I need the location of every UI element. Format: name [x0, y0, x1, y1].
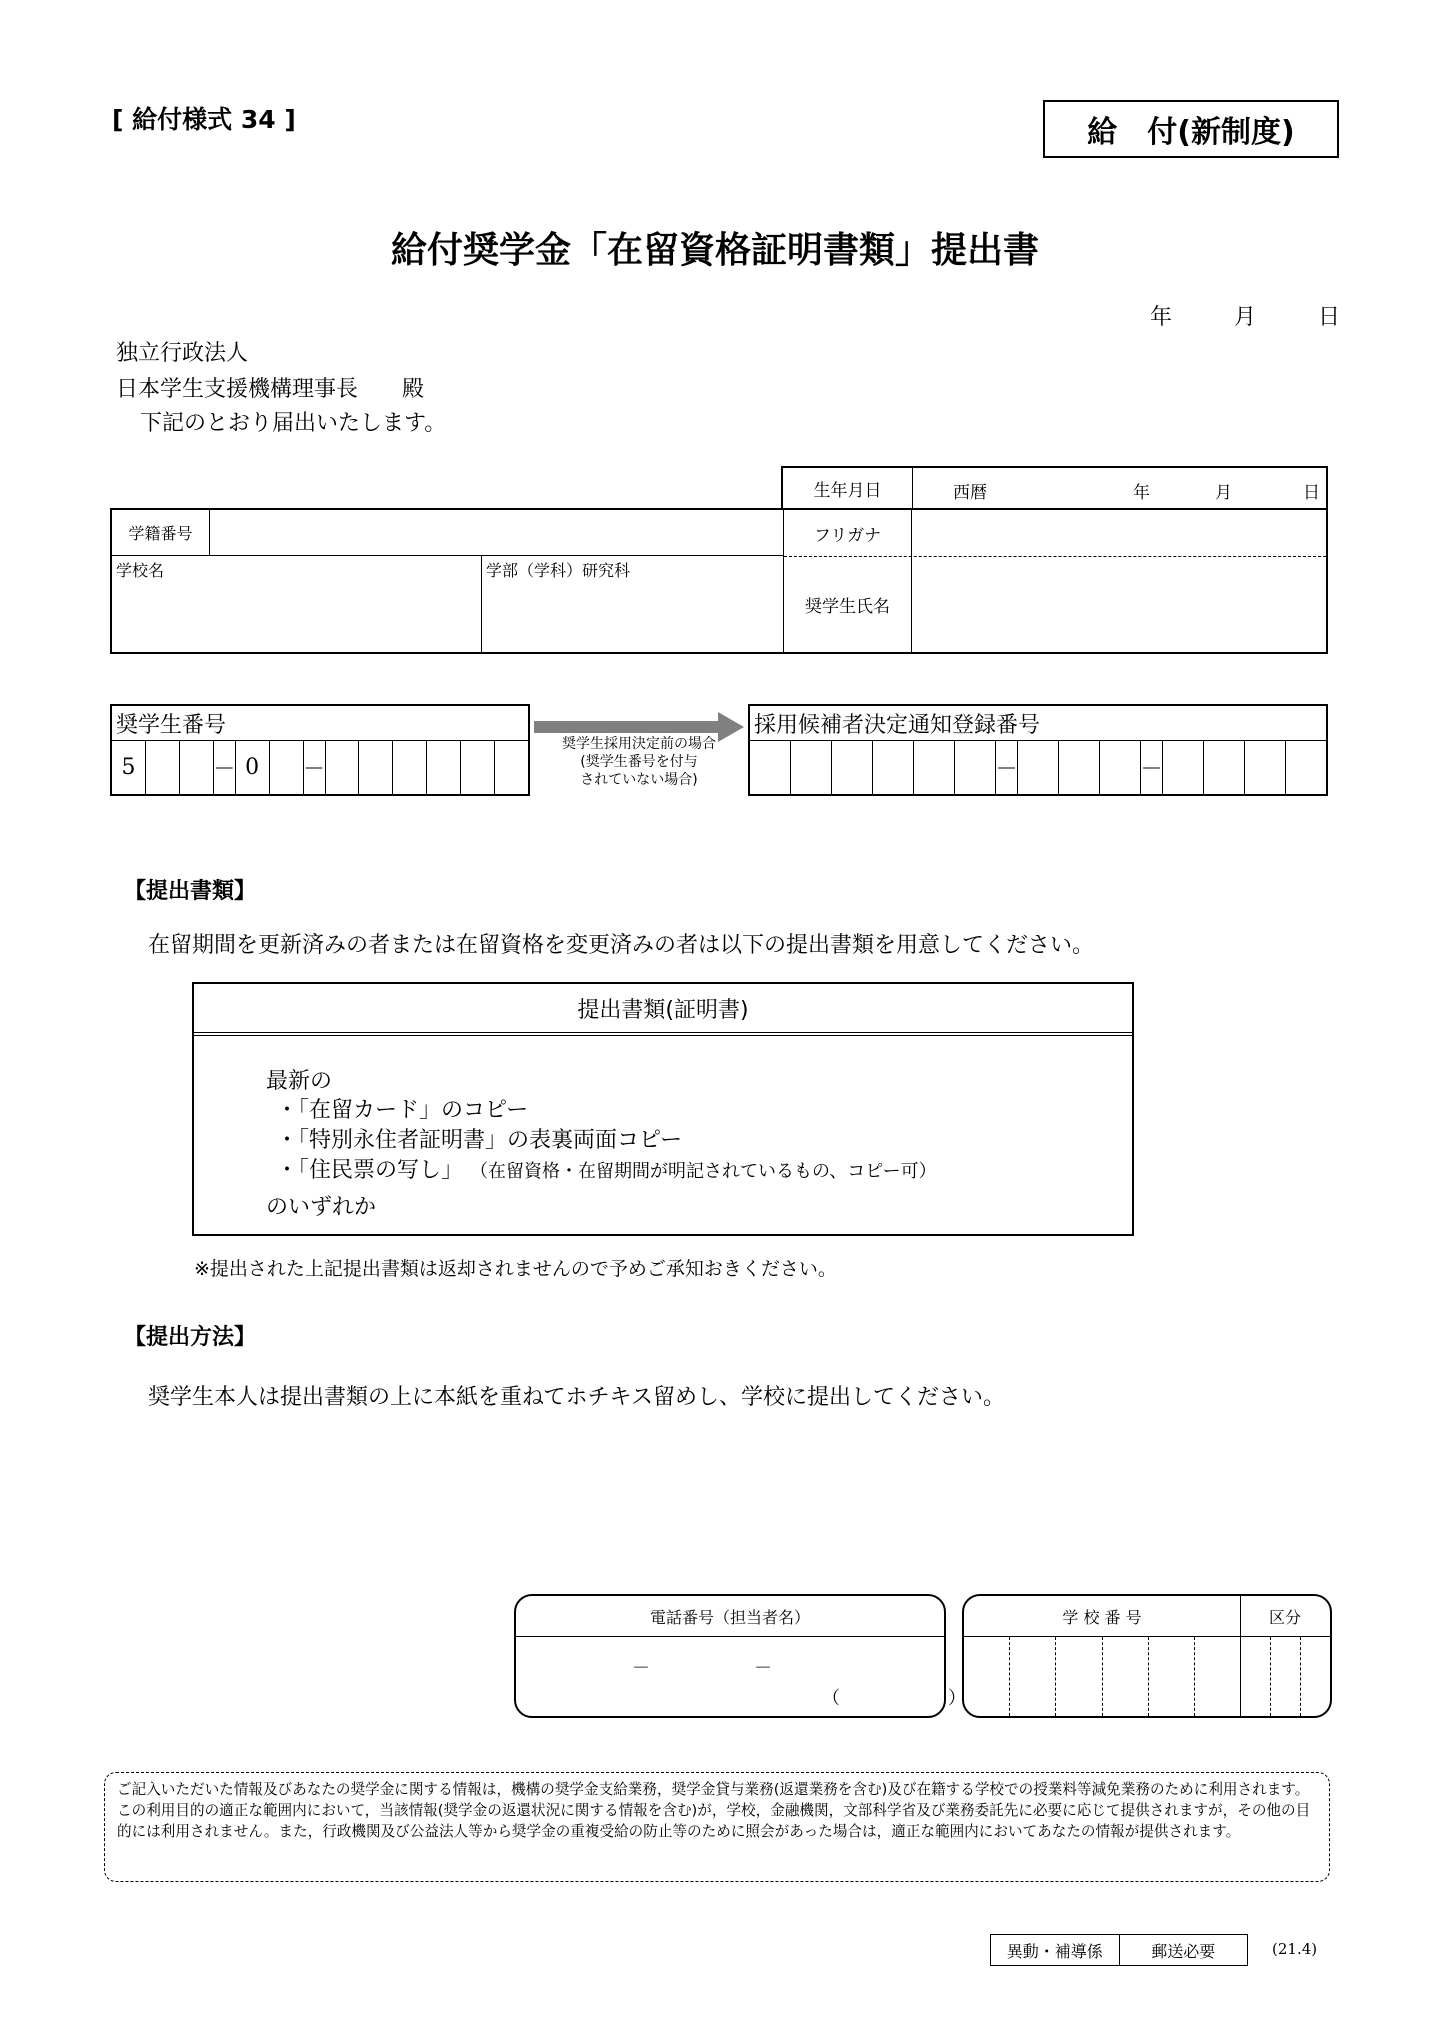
school-name-label: 学校名 — [116, 561, 165, 580]
number-digit-cell[interactable] — [1286, 741, 1326, 794]
number-digit-cell[interactable] — [495, 741, 528, 794]
student-id-field[interactable] — [210, 510, 783, 556]
birth-year-unit: 年 — [1133, 483, 1150, 503]
birthdate-label: 生年月日 — [783, 468, 913, 509]
date-day-label: 日 — [1317, 305, 1340, 330]
student-id-label: 学籍番号 — [112, 510, 210, 556]
contact-dash-2: － — [754, 1658, 772, 1679]
number-digit-cell[interactable] — [955, 741, 996, 794]
contact-field[interactable] — [520, 1640, 940, 1714]
school-number-cell[interactable] — [964, 1637, 1010, 1716]
number-digit-cell[interactable] — [1163, 741, 1204, 794]
date-month-label: 月 — [1233, 305, 1256, 330]
number-digit-cell[interactable] — [427, 741, 461, 794]
method-body: 奨学生本人は提出書類の上に本紙を重ねてホチキス留めし、学校に提出してください。 — [148, 1385, 1006, 1410]
number-digit-cell[interactable] — [791, 741, 832, 794]
document-item-residence-card: ・「在留カード」のコピー — [276, 1098, 529, 1123]
faculty-field[interactable] — [482, 556, 783, 652]
addressee-org: 独立行政法人 — [116, 341, 249, 366]
number-digit-cell[interactable] — [326, 741, 360, 794]
candidate-number-cells[interactable] — [750, 741, 1326, 794]
kubun-cell[interactable] — [1241, 1637, 1271, 1716]
document-item-resident-record-note: （在留資格・在留期間が明記されているもの、コピー可） — [470, 1161, 937, 1182]
number-separator: － — [304, 741, 326, 794]
arrow-note-line2: (奨学生番号を付与 — [580, 754, 698, 770]
number-digit-cell[interactable] — [1059, 741, 1100, 794]
student-info-table — [110, 508, 1328, 654]
number-digit-cell[interactable] — [750, 741, 791, 794]
school-number-cells[interactable] — [964, 1637, 1240, 1716]
documents-box — [192, 982, 1134, 1236]
candidate-number-box — [748, 704, 1328, 796]
era-label: 西暦 — [953, 483, 987, 503]
number-digit-cell[interactable] — [180, 741, 214, 794]
number-digit-cell[interactable] — [393, 741, 427, 794]
privacy-note: ご記入いただいた情報及びあなたの奨学金に関する情報は，機構の奨学金支給業務，奨学金貸与業務(返還業務を含む)及び在籍する学校での授業料等減免業務のために利用されます。この利用目的の適正な範囲内において，当該情報(奨学金の返還状況に関する情報を含む)が，学校，金融機関，文部科学省及び業務委託先に必要に応じて提供されますが，その他の目的には利用されません。また，行政機関及び公益法人等から奨学金の重複受給の防止等のために照会があった場合は，適正な範囲内においてあなたの情報が提供されます。 — [104, 1772, 1330, 1882]
documents-tail: のいずれか — [266, 1195, 377, 1220]
number-digit-cell[interactable] — [914, 741, 955, 794]
kubun-cell[interactable] — [1271, 1637, 1301, 1716]
school-number-box — [962, 1594, 1332, 1718]
school-number-label: 学 校 番 号 — [1062, 1607, 1142, 1627]
birthdate-row — [781, 466, 1328, 510]
number-digit-cell[interactable]: 0 — [236, 741, 270, 794]
form-code: [ 給付様式 34 ] — [112, 105, 296, 134]
date-year-label: 年 — [1150, 305, 1173, 330]
number-digit-cell[interactable]: 5 — [112, 741, 146, 794]
number-digit-cell[interactable] — [1204, 741, 1245, 794]
faculty-label: 学部（学科）研究科 — [486, 561, 631, 580]
contact-divider — [516, 1636, 944, 1637]
furigana-field[interactable] — [912, 510, 1326, 556]
arrow-note-line3: されていない場合) — [580, 772, 698, 788]
number-digit-cell[interactable] — [146, 741, 180, 794]
scholar-number-box — [110, 704, 530, 796]
number-separator: － — [1141, 741, 1163, 794]
number-digit-cell[interactable] — [1245, 741, 1286, 794]
document-item-resident-record — [276, 1156, 937, 1187]
number-digit-cell[interactable] — [1100, 741, 1141, 794]
number-separator: － — [996, 741, 1018, 794]
birth-day-unit: 日 — [1303, 483, 1320, 503]
school-name-field[interactable] — [112, 556, 482, 652]
arrow-note-line1: 奨学生採用決定前の場合 — [562, 736, 716, 752]
candidate-number-label: 採用候補者決定通知登録番号 — [754, 713, 1041, 738]
number-digit-cell[interactable] — [832, 741, 873, 794]
school-number-cell[interactable] — [1149, 1637, 1195, 1716]
stamp-transfer-guidance: 異動・補導係 — [991, 1935, 1120, 1965]
arrow-note — [530, 735, 748, 789]
form-version: (21.4) — [1272, 1940, 1318, 1958]
documents-list — [276, 1096, 937, 1187]
number-separator: － — [214, 741, 236, 794]
contact-label: 電話番号（担当者名） — [649, 1607, 810, 1627]
documents-intro: 在留期間を更新済みの者または在留資格を変更済みの者は以下の提出書類を用意してください。 — [148, 933, 1095, 958]
kubun-label: 区分 — [1268, 1607, 1301, 1627]
documents-box-header: 提出書類(証明書) — [577, 997, 749, 1023]
birth-month-unit: 月 — [1215, 483, 1232, 503]
document-item-resident-record-label: ・「住民票の写し」 — [276, 1158, 464, 1183]
documents-box-divider — [194, 1032, 1132, 1036]
documents-notice: ※提出された上記提出書類は返却されませんので予めご承知おきください。 — [194, 1258, 837, 1280]
kind-badge: 給 付(新制度) — [1043, 100, 1339, 158]
method-heading: 【提出方法】 — [124, 1325, 257, 1350]
school-number-cell[interactable] — [1010, 1637, 1056, 1716]
documents-lead: 最新の — [266, 1069, 333, 1094]
stamp-mail-required: 郵送必要 — [1151, 1941, 1216, 1961]
school-number-cell[interactable] — [1056, 1637, 1102, 1716]
addressee-name: 日本学生支援機構理事長 殿 — [116, 377, 425, 402]
documents-heading: 【提出書類】 — [124, 879, 257, 904]
number-digit-cell[interactable] — [359, 741, 393, 794]
contact-box — [514, 1594, 966, 1718]
kubun-cell[interactable] — [1301, 1637, 1330, 1716]
furigana-label: フリガナ — [784, 510, 912, 556]
scholar-number-label: 奨学生番号 — [116, 713, 227, 738]
school-number-cell[interactable] — [1103, 1637, 1149, 1716]
contact-dash-1: － — [632, 1658, 650, 1679]
contact-person-paren: （ ） — [822, 1688, 966, 1709]
number-digit-cell[interactable] — [1018, 741, 1059, 794]
page-title: 給付奨学金「在留資格証明書類」提出書 — [390, 230, 1039, 271]
scholar-name-field[interactable] — [912, 556, 1326, 652]
kubun-cells[interactable] — [1241, 1637, 1330, 1716]
school-number-cell[interactable] — [1195, 1637, 1240, 1716]
scholar-name-label: 奨学生氏名 — [784, 556, 912, 652]
document-item-special-permanent: ・「特別永住者証明書」の表裏両面コピー — [276, 1128, 683, 1153]
declaration-text: 下記のとおり届出いたします。 — [140, 411, 447, 436]
number-digit-cell[interactable] — [873, 741, 914, 794]
number-digit-cell[interactable] — [270, 741, 304, 794]
scholar-number-cells[interactable] — [112, 741, 528, 794]
number-digit-cell[interactable] — [461, 741, 495, 794]
routing-stamps — [990, 1934, 1248, 1966]
date-line — [1150, 300, 1340, 331]
